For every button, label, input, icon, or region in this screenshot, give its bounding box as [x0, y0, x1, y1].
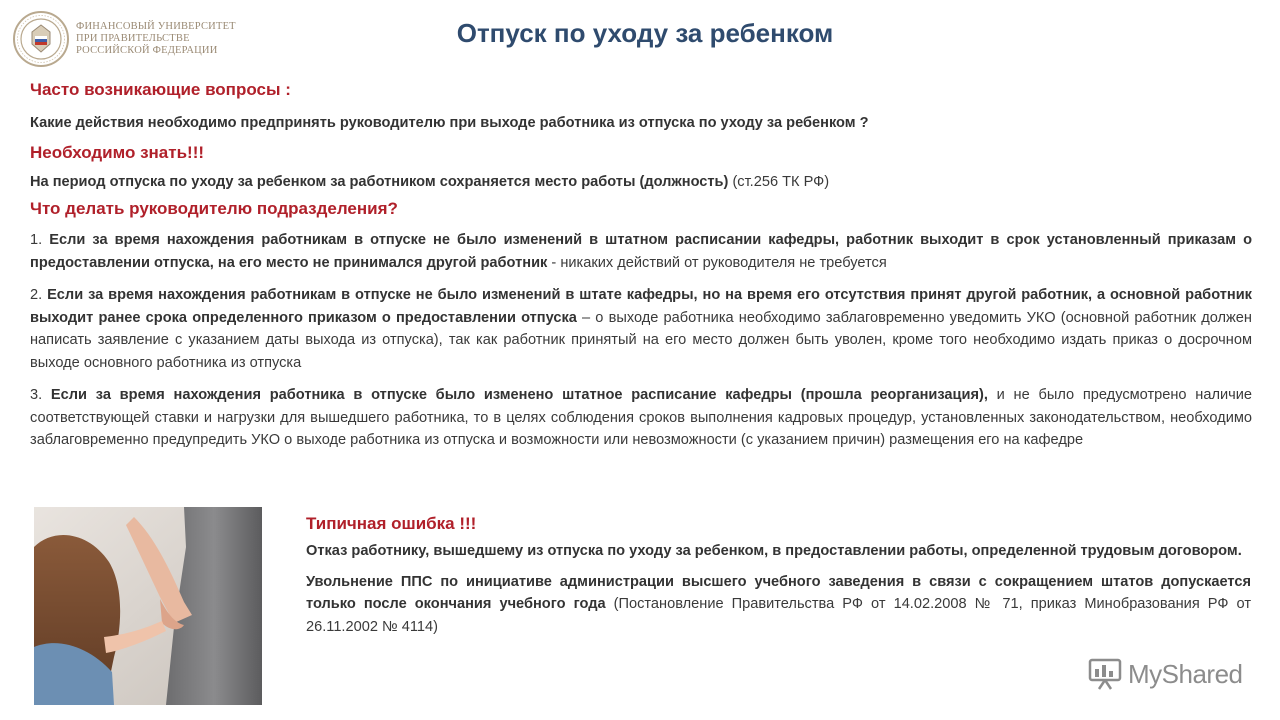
action-item-3-number: 3. — [30, 387, 51, 403]
need-to-know-reference: (ст.256 ТК РФ) — [728, 173, 830, 190]
myshared-watermark — [1088, 658, 1243, 690]
manager-actions-heading: Что делать руководителю подразделения? — [30, 199, 398, 218]
action-item-3-bold: Если за время нахождения работника в отпуске было изменено штатное расписание кафедры (прошла реорганизация), — [50, 387, 988, 403]
watermark-text: MyShared — [1128, 658, 1243, 689]
presentation-board-icon — [1088, 658, 1122, 690]
faq-heading: Часто возникающие вопросы : — [30, 80, 291, 99]
action-item-2-text: – о выходе работника необходимо заблаговременно уведомить УКО (основной работник должен написать заявление с указанием даты выхода из отпуска), так как работник принятый на его место должен быть уволен, кроме того необходимо издать приказ о досрочном выходе основного работника из отпуска — [30, 309, 1252, 371]
mistake-paragraph-2-bold: Увольнение ППС по инициативе администрации высшего учебного заведения в связи с сокращением штатов допускается только после окончания учебного года — [306, 573, 1251, 612]
logo-line-3: РОССИЙСКОЙ ФЕДЕРАЦИИ — [76, 45, 218, 56]
action-item-2 — [30, 284, 1252, 374]
logo-line-2: ПРИ ПРАВИТЕЛЬСТВЕ — [76, 33, 190, 44]
typical-mistake-heading: Типичная ошибка !!! — [306, 514, 477, 533]
action-item-3 — [30, 384, 1252, 452]
page-title: Отпуск по уходу за ребенком — [456, 18, 834, 48]
action-item-2-number: 2. — [30, 287, 48, 303]
action-item-2-bold: Если за время нахождения работникам в отпуске не было изменений в штате кафедры, но на время его отсутствия принят другой работник, а основной работник выходит ранее срока определенного приказом о предоставлении отпуска — [30, 287, 1252, 326]
mistake-paragraph-2-reference: (Постановление Правительства РФ от 14.02.2008 № 71, приказ Минобразования РФ от 26.11.2002 № 4114) — [306, 596, 1251, 635]
logo-line-1: ФИНАНСОВЫЙ УНИВЕРСИТЕТ — [76, 21, 236, 32]
faq-question: Какие действия необходимо предпринять руководителю при выходе работника из отпуска по уходу за ребенком ? — [30, 115, 869, 131]
action-item-3-text: и не было предусмотрено наличие соответствующей ставки и нагрузки для вышедшего работника, то в целях соблюдения сроков выполнения кадровых процедур, установленных законодательством, необходимо заблаговременно предупредить УКО о выходе работника из отпуска и возможности или невозможности (с указанием причин) размещения его на кафедре — [30, 387, 1253, 448]
action-item-1-bold: Если за время нахождения работникам в отпуске не было изменений в штатном расписании кафедры, работник выходит в срок установленный приказам о предоставлении отпуска, на его место не принимался другой работник — [30, 232, 1252, 271]
child-holding-hand-photo — [34, 507, 262, 705]
need-to-know-bold: На период отпуска по уходу за ребенком за работником сохраняется место работы (должность) — [30, 173, 729, 190]
typical-mistake-section — [306, 512, 1251, 638]
mistake-paragraph-1: Отказ работнику, вышедшему из отпуска по уходу за ребенком, в предоставлении работы, определенной трудовым договором. — [306, 543, 1242, 559]
action-item-1 — [30, 229, 1252, 274]
need-to-know-heading: Необходимо знать!!! — [30, 142, 205, 162]
mistake-paragraph-2 — [306, 571, 1251, 639]
main-content — [30, 78, 1252, 452]
action-item-1-text: - никаких действий от руководителя не требуется — [547, 254, 887, 271]
action-item-1-number: 1. — [30, 232, 50, 248]
photo-illustration-icon — [34, 507, 262, 705]
need-to-know-text — [30, 171, 1252, 194]
